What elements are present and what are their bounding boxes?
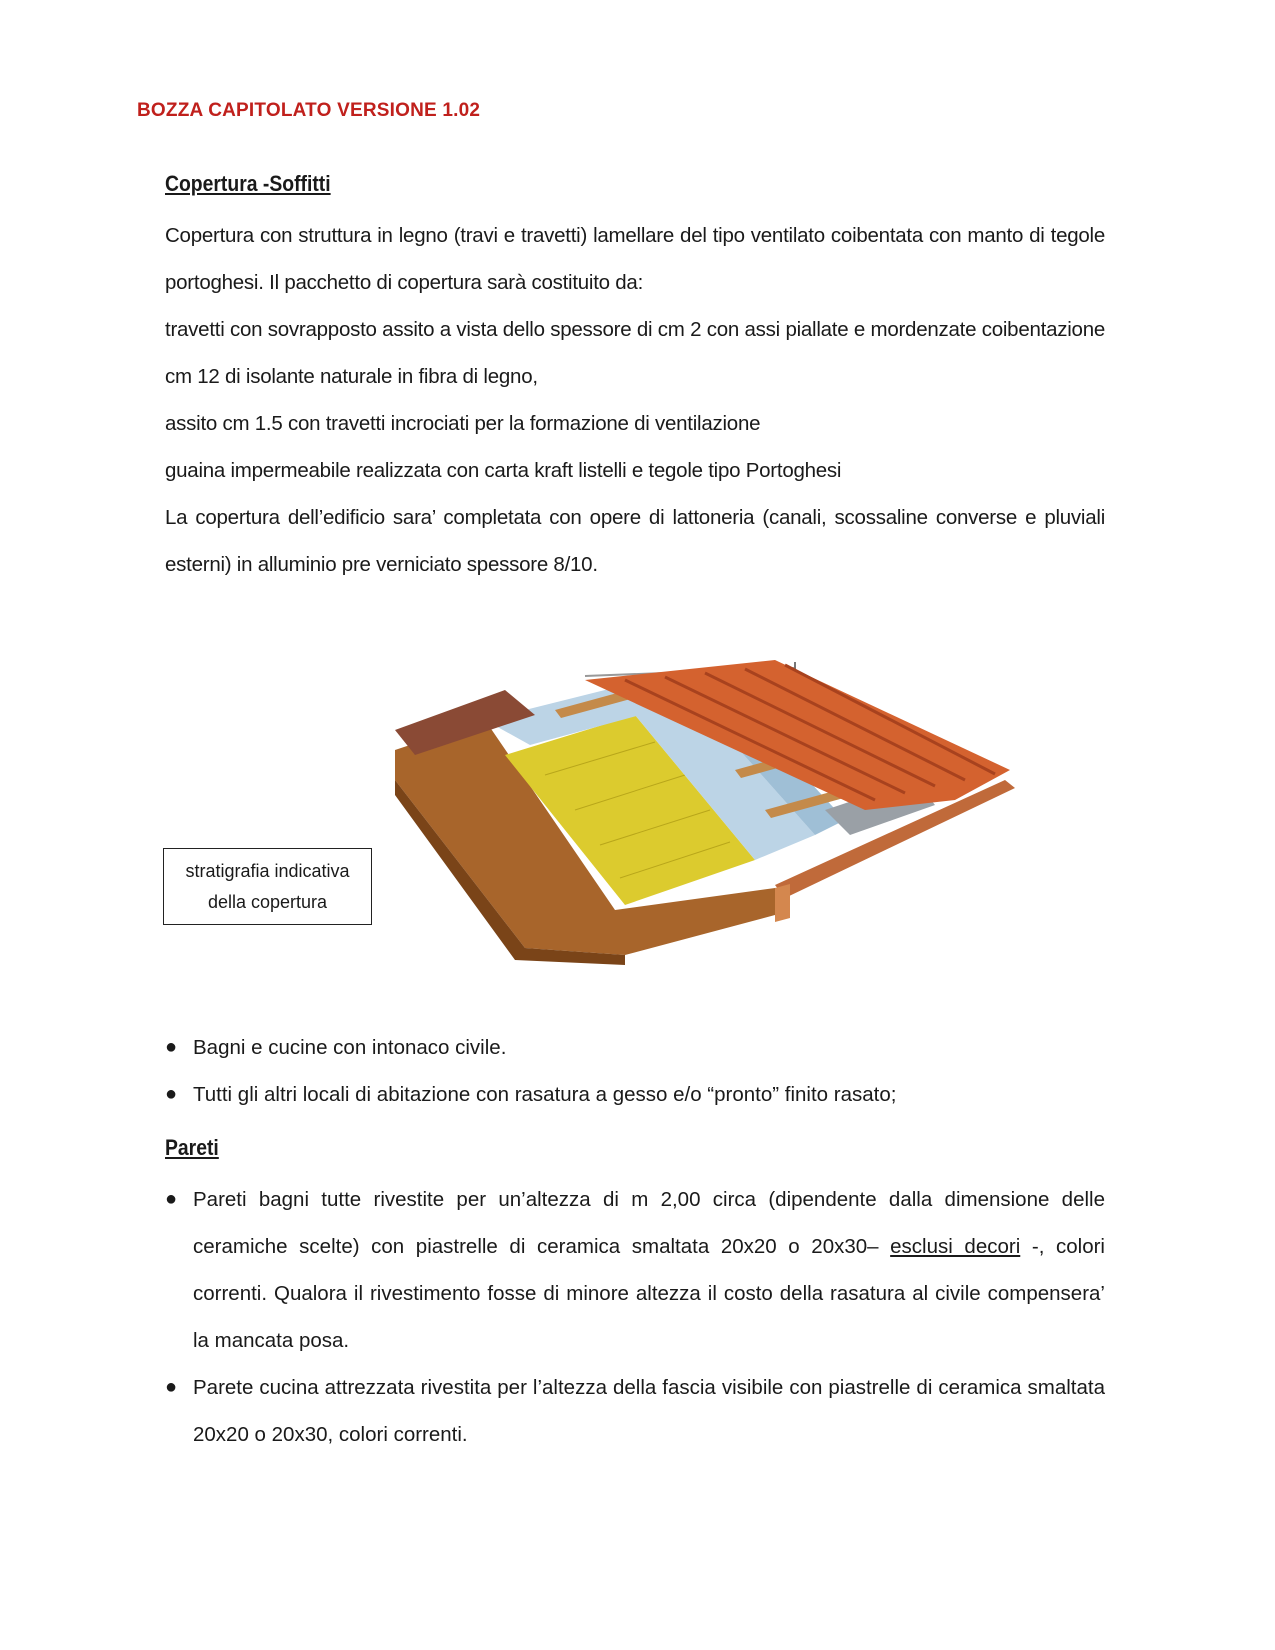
list-item: [165, 1071, 1105, 1118]
bullet-icon: ●: [165, 1376, 178, 1398]
copertura-paragraph-1: Copertura con struttura in legno (travi e travetti) lamellare del tipo ventilato coibentata con manto di tegole portoghesi. Il pacchetto di copertura sarà costituito da:: [165, 224, 1105, 294]
list-item-text: Tutti gli altri locali di abitazione con rasatura a gesso e/o “pronto” finito rasato;: [193, 1083, 897, 1106]
bullet-icon: ●: [165, 1036, 178, 1058]
section-title-copertura: Copertura -Soffitti: [165, 171, 331, 196]
copertura-paragraph-lattoneria: La copertura dell’edificio sara’ completata con opere di lattoneria (canali, scossaline converse e pluviali esterni) in alluminio pre verniciato spessore 8/10.: [165, 506, 1105, 576]
bullet-icon: ●: [165, 1083, 178, 1105]
figure-caption-line-2: della copertura: [207, 891, 328, 912]
document-header: BOZZA CAPITOLATO VERSIONE 1.02: [137, 100, 481, 121]
pareti-item-1-part-2: -, colori correnti. Qualora il rivestimento fosse di minore altezza il costo della rasatura al civile compensera’ la mancata posa.: [193, 1235, 1105, 1352]
roof-stratigraphy-illustration: [395, 660, 1060, 965]
section-title-pareti: Pareti: [165, 1135, 219, 1160]
pareti-item-1-part-1: Pareti bagni tutte rivestite per un’altezza di m 2,00 circa (dipendente dalla dimensione delle ceramiche scelte) con piastrelle di ceramica smaltata 20x20 o 20x30–: [193, 1188, 1105, 1258]
copertura-description: [165, 212, 1105, 588]
list-item-text: Bagni e cucine con intonaco civile.: [193, 1036, 507, 1059]
list-item-text: [193, 1176, 1105, 1364]
soffitti-bullet-list: [165, 1024, 1105, 1118]
list-item: [165, 1024, 1105, 1071]
figure-caption-line-1: stratigrafia indicativa: [185, 860, 350, 881]
copertura-line-guaina: guaina impermeabile realizzata con carta kraft listelli e tegole tipo Portoghesi: [165, 459, 842, 482]
list-item: [165, 1176, 1105, 1364]
pareti-bullet-list: [165, 1176, 1105, 1458]
eave-beam: [775, 884, 790, 922]
pareti-item-1-underlined: esclusi decori: [890, 1235, 1021, 1258]
figure-caption-box: [163, 848, 372, 925]
copertura-line-travetti: travetti con sovrapposto assito a vista dello spessore di cm 2 con assi piallate e mordenzate coibentazione cm 12 di isolante naturale in fibra di legno,: [165, 318, 1105, 388]
copertura-line-assito: assito cm 1.5 con travetti incrociati per la formazione di ventilazione: [165, 412, 761, 435]
bullet-icon: ●: [165, 1188, 178, 1210]
list-item-text: Parete cucina attrezzata rivestita per l’altezza della fascia visibile con piastrelle di ceramica smaltata 20x20 o 20x30, colori correnti.: [193, 1376, 1105, 1446]
list-item: [165, 1364, 1105, 1458]
